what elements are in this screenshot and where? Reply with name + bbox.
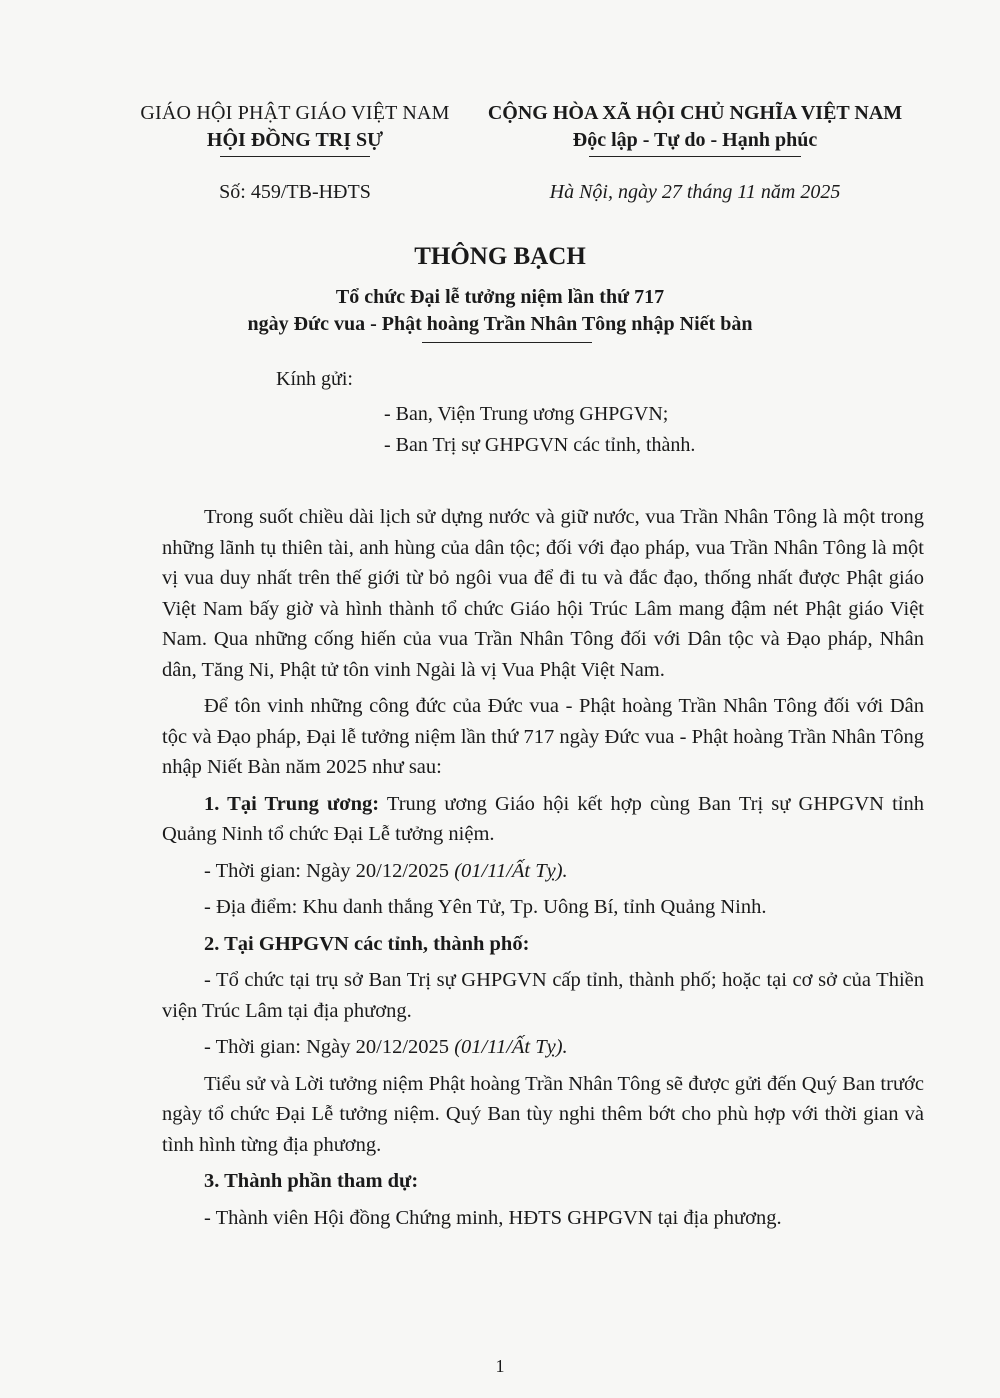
section-2-time: [162, 1032, 924, 1063]
page-number: 1: [495, 1356, 505, 1376]
national-header: [470, 100, 920, 206]
subtitle-line-1: Tổ chức Đại lễ tưởng niệm lần thứ 717: [335, 286, 665, 308]
section-2-time-label: - Thời gian: Ngày 20/12/2025: [204, 1036, 455, 1058]
section-1-place: - Địa điểm: Khu danh thắng Yên Tử, Tp. Uông Bí, tỉnh Quảng Ninh.: [204, 896, 767, 918]
document-body: [162, 502, 924, 1233]
recipients-list: [384, 399, 695, 461]
recipient-item: - Ban, Viện Trung ương GHPGVN;: [384, 403, 669, 425]
section-2-heading: [162, 929, 924, 960]
section-1-text: Trung ương Giáo hội kết hợp cùng Ban Trị sự GHPGVN tỉnh Quảng Ninh tổ chức Đại Lễ tưởng niệm.: [162, 792, 924, 845]
section-3-heading: [162, 1166, 924, 1197]
section-1: [162, 789, 924, 850]
document-title: THÔNG BẠCH: [414, 243, 586, 270]
recipient-item: - Ban Trị sự GHPGVN các tỉnh, thành.: [384, 434, 696, 456]
section-1-time: [162, 856, 924, 887]
greeting: Kính gửi:: [276, 368, 353, 390]
section-2-heading-text: 2. Tại GHPGVN các tỉnh, thành phố:: [204, 932, 530, 955]
issuer-header: [130, 100, 460, 206]
national-title: CỘNG HÒA XÃ HỘI CHỦ NGHĨA VIỆT NAM: [487, 102, 903, 124]
issuer-council: HỘI ĐỒNG TRỊ SỰ: [206, 129, 384, 151]
section-1-heading: 1. Tại Trung ương:: [204, 792, 380, 815]
motto-underline: [589, 156, 801, 157]
issue-date: Hà Nội, ngày 27 tháng 11 năm 2025: [549, 181, 841, 203]
section-1-time-label: - Thời gian: Ngày 20/12/2025: [204, 859, 455, 882]
issuer-underline: [220, 156, 370, 157]
document-subtitle: [0, 284, 1000, 338]
paragraph-purpose: Để tôn vinh những công đức của Đức vua - Phật hoàng Trần Nhân Tông đối với Dân tộc và Đạo pháp, Đại lễ tưởng niệm lần thứ 717 ngày Đức vua - Phật hoàng Trần Nhân Tông nhập Niết Bàn năm 2025 như sau:: [162, 695, 924, 778]
section-1-lunar-date: (01/11/Ất Tỵ).: [454, 859, 568, 882]
section-3-item: - Thành viên Hội đồng Chứng minh, HĐTS GHPGVN tại địa phương.: [204, 1206, 782, 1229]
paragraph-intro: Trong suốt chiều dài lịch sử dựng nước và giữ nước, vua Trần Nhân Tông là một trong những lãnh tụ thiên tài, anh hùng của dân tộc; đối với đạo pháp, vua Trần Nhân Tông là một vị vua duy nhất trên thế giới từ bỏ ngôi vua để đi tu và đắc đạo, thống nhất được Phật giáo Việt Nam bấy giờ và hình thành tổ chức Giáo hội Trúc Lâm mang đậm nét Phật giáo Việt Nam. Qua những cống hiến của vua Trần Nhân Tông đối với Dân tộc và Đạo pháp, Nhân dân, Tăng Ni, Phật tử tôn vinh Ngài là vị Vua Phật Việt Nam.: [162, 506, 924, 681]
paragraph-biography: Tiểu sử và Lời tưởng niệm Phật hoàng Trần Nhân Tông sẽ được gửi đến Quý Ban trước ngày tổ chức Đại Lễ tưởng niệm. Quý Ban tùy nghi thêm bớt cho phù hợp với thời gian và tình hình từng địa phương.: [162, 1072, 924, 1156]
subtitle-underline: [422, 342, 592, 343]
document-number: Số: 459/TB-HĐTS: [219, 181, 371, 203]
section-3-heading-text: 3. Thành phần tham dự:: [204, 1170, 419, 1192]
subtitle-line-2: ngày Đức vua - Phật hoàng Trần Nhân Tông nhập Niết bàn: [247, 313, 753, 335]
issuer-organization: GIÁO HỘI PHẬT GIÁO VIỆT NAM: [140, 102, 450, 124]
section-2-organization: - Tổ chức tại trụ sở Ban Trị sự GHPGVN cấp tỉnh, thành phố; hoặc tại cơ sở của Thiền viện Trúc Lâm tại địa phương.: [162, 969, 924, 1022]
section-2-lunar-date: (01/11/Ất Tỵ).: [454, 1036, 568, 1058]
national-motto: Độc lập - Tự do - Hạnh phúc: [572, 129, 818, 151]
